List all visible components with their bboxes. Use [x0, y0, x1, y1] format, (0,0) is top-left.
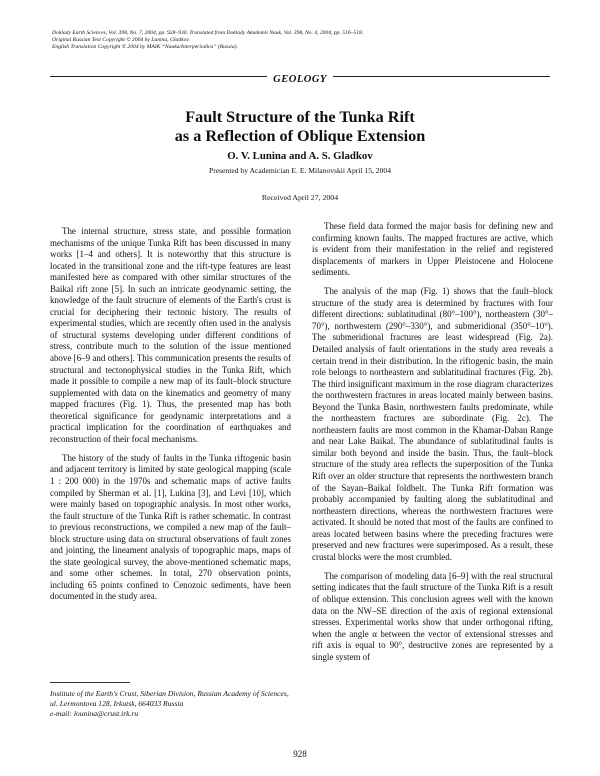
- header-translation-copyright: English Translation Copyright © 2004 by MAIK “Nauka/Interperiodica” (Russia).: [52, 44, 238, 51]
- paragraph: The analysis of the map (Fig. 1) shows that the fault–block structure of the study area is determined by fractures with four different directions: sublatitudinal (80°–100°), northeastern (30°–70°), northwestern (290°–330°), and submeridional (350°–10°). The submeridional fractures are least widespread (Fig. 2a). Detailed analysis of fault orientations in the study area reveals a certain trend in their distribution. In the riftogenic basin, the main role belongs to northeastern and sublatitudinal fractures (Fig. 2b). The third insignificant maximum in the rose diagram characterizes the northwestern fractures in areas located mainly between basins. Beyond the Tunka Basin, northwestern faults predominate, while the northeastern fractures are subordinate (Fig. 2c). The northeastern faults are most common in the Khamar-Daban Range and near Lake Baikal. The abundance of sublatitudinal faults is similar both beyond and inside the basin. Thus, the fault–block structure of the study area reflects the superposition of the Tunka Rift over an older structure that represents the northwestern branch of the Sayan–Baikal foldbelt. The Tunka Rift formation was probably accompanied by faulting along the sublatitudinal and northeastern directions, whereas the northwestern fractures were activated. It should be noted that most of the faults are confined to areas located between basins where the preceding fractures were preserved and new fractures were superimposed. As a result, these crustal blocks were the most crumbled.: [312, 286, 553, 562]
- footnote-email: e-mail: lounina@crust.irk.ru: [50, 709, 139, 719]
- footnote: [50, 689, 290, 720]
- paragraph: The internal structure, stress state, and possible formation mechanisms of the unique Tunka Rift has been discussed in many works [1–4 and others]. It is noteworthy that this structure is located in the transitional zone and the rift-type features are least manifested here as compared with other similar structures of the Baikal rift zone [5]. In such an intricate geodynamic setting, the knowledge of the fault structure of elements of the Earth's crust is crucial for deciphering their tectonic history. The results of experimental studies, which are recently often used in the analysis of structural systems developing under different conditions of stress, contribute much to the solution of the issue mentioned above [6–9 and others]. This communication presents the results of structural and tectonophysical studies in the Tunka Rift, which made it possible to compile a new map of its fault–block structure supplemented with data on the kinematics and geometry of many mapped fractures (Fig. 1). Thus, the presented map has both theoretical significance for geodynamic interpretations and a practical implication for the coordination of earthquakes and reconstruction of their focal mechanisms.: [50, 226, 291, 444]
- paragraph: The comparison of modeling data [6–9] with the real structural setting indicates that the fault structure of the Tunka Rift is a result of oblique extension. This conclusion agrees well with the known data on the NW–SE direction of the axis of regional extensional stresses. Experimental works show that under orthogonal rifting, when the angle α between the vector of extensional stresses and rift axis is equal to 90°, destructive zones are represented by a single system of: [312, 570, 553, 662]
- section-label: GEOLOGY: [267, 74, 333, 85]
- authors: O. V. Lunina and A. S. Gladkov: [227, 150, 373, 162]
- presented-by: Presented by Academician E. E. Milanovskii April 15, 2004: [208, 166, 391, 175]
- section-heading: [0, 70, 600, 88]
- running-header: [52, 30, 552, 52]
- paragraph: These field data formed the major basis for defining new and confirming known faults. The mapped fractures are active, which is evident from their manifestation in the relief and registered displacements of markers in Upper Pleistocene and Holocene sediments.: [312, 221, 553, 278]
- right-column: [312, 221, 553, 671]
- title-line-2: as a Reflection of Oblique Extension: [174, 127, 426, 145]
- received-date: Received April 27, 2004: [261, 193, 339, 202]
- article-title: [0, 108, 600, 146]
- left-column: [50, 226, 291, 611]
- title-line-1: Fault Structure of the Tunka Rift: [185, 108, 415, 126]
- footnote-rule: [50, 682, 130, 683]
- header-original-copyright: Original Russian Text Copyright © 2004 by Lunina, Gladkov.: [52, 37, 190, 44]
- page-number: 928: [293, 749, 307, 759]
- footnote-affiliation: Institute of the Earth's Crust, Siberian Division, Russian Academy of Sciences, ul. Lermontova 128, Irkutsk, 664033 Russia: [50, 689, 289, 709]
- header-citation: Doklady Earth Sciences, Vol. 398, No. 7, 2004, pp. 928–930. Translated from Doklady Akademii Nauk, Vol. 398, No. 4, 2004, pp. 516–518.: [52, 30, 364, 36]
- paragraph: The history of the study of faults in the Tunka riftogenic basin and adjacent territory is limited by state geological mapping (scale 1 : 200 000) in the 1970s and schematic maps of active faults compiled by Sherman et al. [1], Lukina [3], and Levi [10], which were mainly based on topographic analysis. In most other works, the fault structure of the Tunka Rift is rather schematic. In contrast to previous reconstructions, we compiled a new map of the fault–block structure using data on structural observations of fault zones and jointing, the lineament analysis of topographic maps, maps of the state geological survey, the above-mentioned schematic maps, and some other schemes. In total, 270 observation points, including 65 points confined to Cenozoic sediments, have been documented in the study area.: [50, 452, 291, 602]
